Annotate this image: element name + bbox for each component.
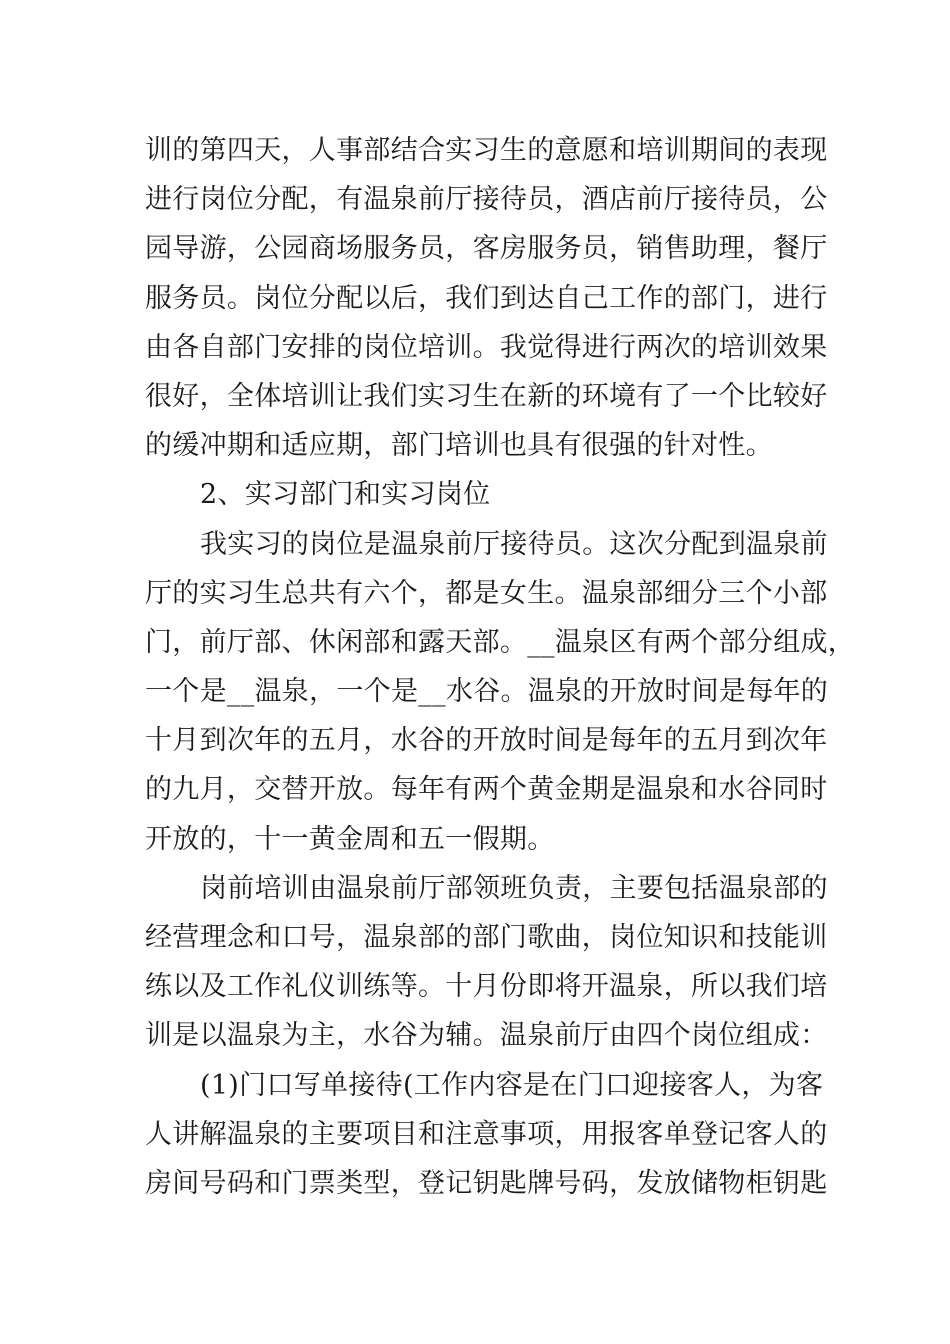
text-line: 进行岗位分配，有温泉前厅接待员，酒店前厅接待员，公 bbox=[145, 184, 828, 216]
text-line: 的缓冲期和适应期，部门培训也具有很强的针对性。 bbox=[145, 430, 773, 462]
text-line: 房间号码和门票类型，登记钥匙牌号码，发放储物柜钥匙 bbox=[145, 1167, 828, 1199]
text-line: 一个是__温泉，一个是__水谷。温泉的开放时间是每年的 bbox=[145, 676, 829, 708]
text-line: 十月到次年的五月，水谷的开放时间是每年的五月到次年 bbox=[145, 725, 828, 757]
text-line: 厅的实习生总共有六个，都是女生。温泉部细分三个小部 bbox=[145, 577, 828, 609]
section-heading: 2、实习部门和实习岗位 bbox=[200, 479, 491, 511]
document-body bbox=[145, 126, 856, 1208]
text-line: 开放的，十一黄金周和五一假期。 bbox=[145, 823, 555, 855]
paragraph-start: 岗前培训由温泉前厅部领班负责，主要包括温泉部的 bbox=[200, 872, 828, 904]
text-line: 园导游，公园商场服务员，客房服务员，销售助理，餐厅 bbox=[145, 233, 828, 265]
text-line: 服务员。岗位分配以后，我们到达自己工作的部门，进行 bbox=[145, 282, 828, 314]
list-item-start: (1)门口写单接待(工作内容是在门口迎接客人，为客 bbox=[200, 1069, 824, 1101]
paragraph-start: 我实习的岗位是温泉前厅接待员。这次分配到温泉前 bbox=[200, 528, 828, 560]
text-line: 经营理念和口号，温泉部的部门歌曲，岗位知识和技能训 bbox=[145, 922, 828, 953]
text-line: 训是以温泉为主，水谷为辅。温泉前厅由四个岗位组成： bbox=[145, 1020, 828, 1052]
text-line: 很好，全体培训让我们实习生在新的环境有了一个比较好 bbox=[145, 380, 828, 412]
text-line: 练以及工作礼仪训练等。十月份即将开温泉，所以我们培 bbox=[145, 971, 828, 1003]
text-line: 由各自部门安排的岗位培训。我觉得进行两次的培训效果 bbox=[145, 331, 828, 363]
text-line: 人讲解温泉的主要项目和注意事项，用报客单登记客人的 bbox=[145, 1118, 828, 1150]
text-line: 训的第四天，人事部结合实习生的意愿和培训期间的表现 bbox=[145, 135, 828, 166]
text-line: 的九月，交替开放。每年有两个黄金期是温泉和水谷同时 bbox=[145, 774, 828, 806]
text-line: 门，前厅部、休闲部和露天部。__温泉区有两个部分组成， bbox=[145, 626, 856, 658]
